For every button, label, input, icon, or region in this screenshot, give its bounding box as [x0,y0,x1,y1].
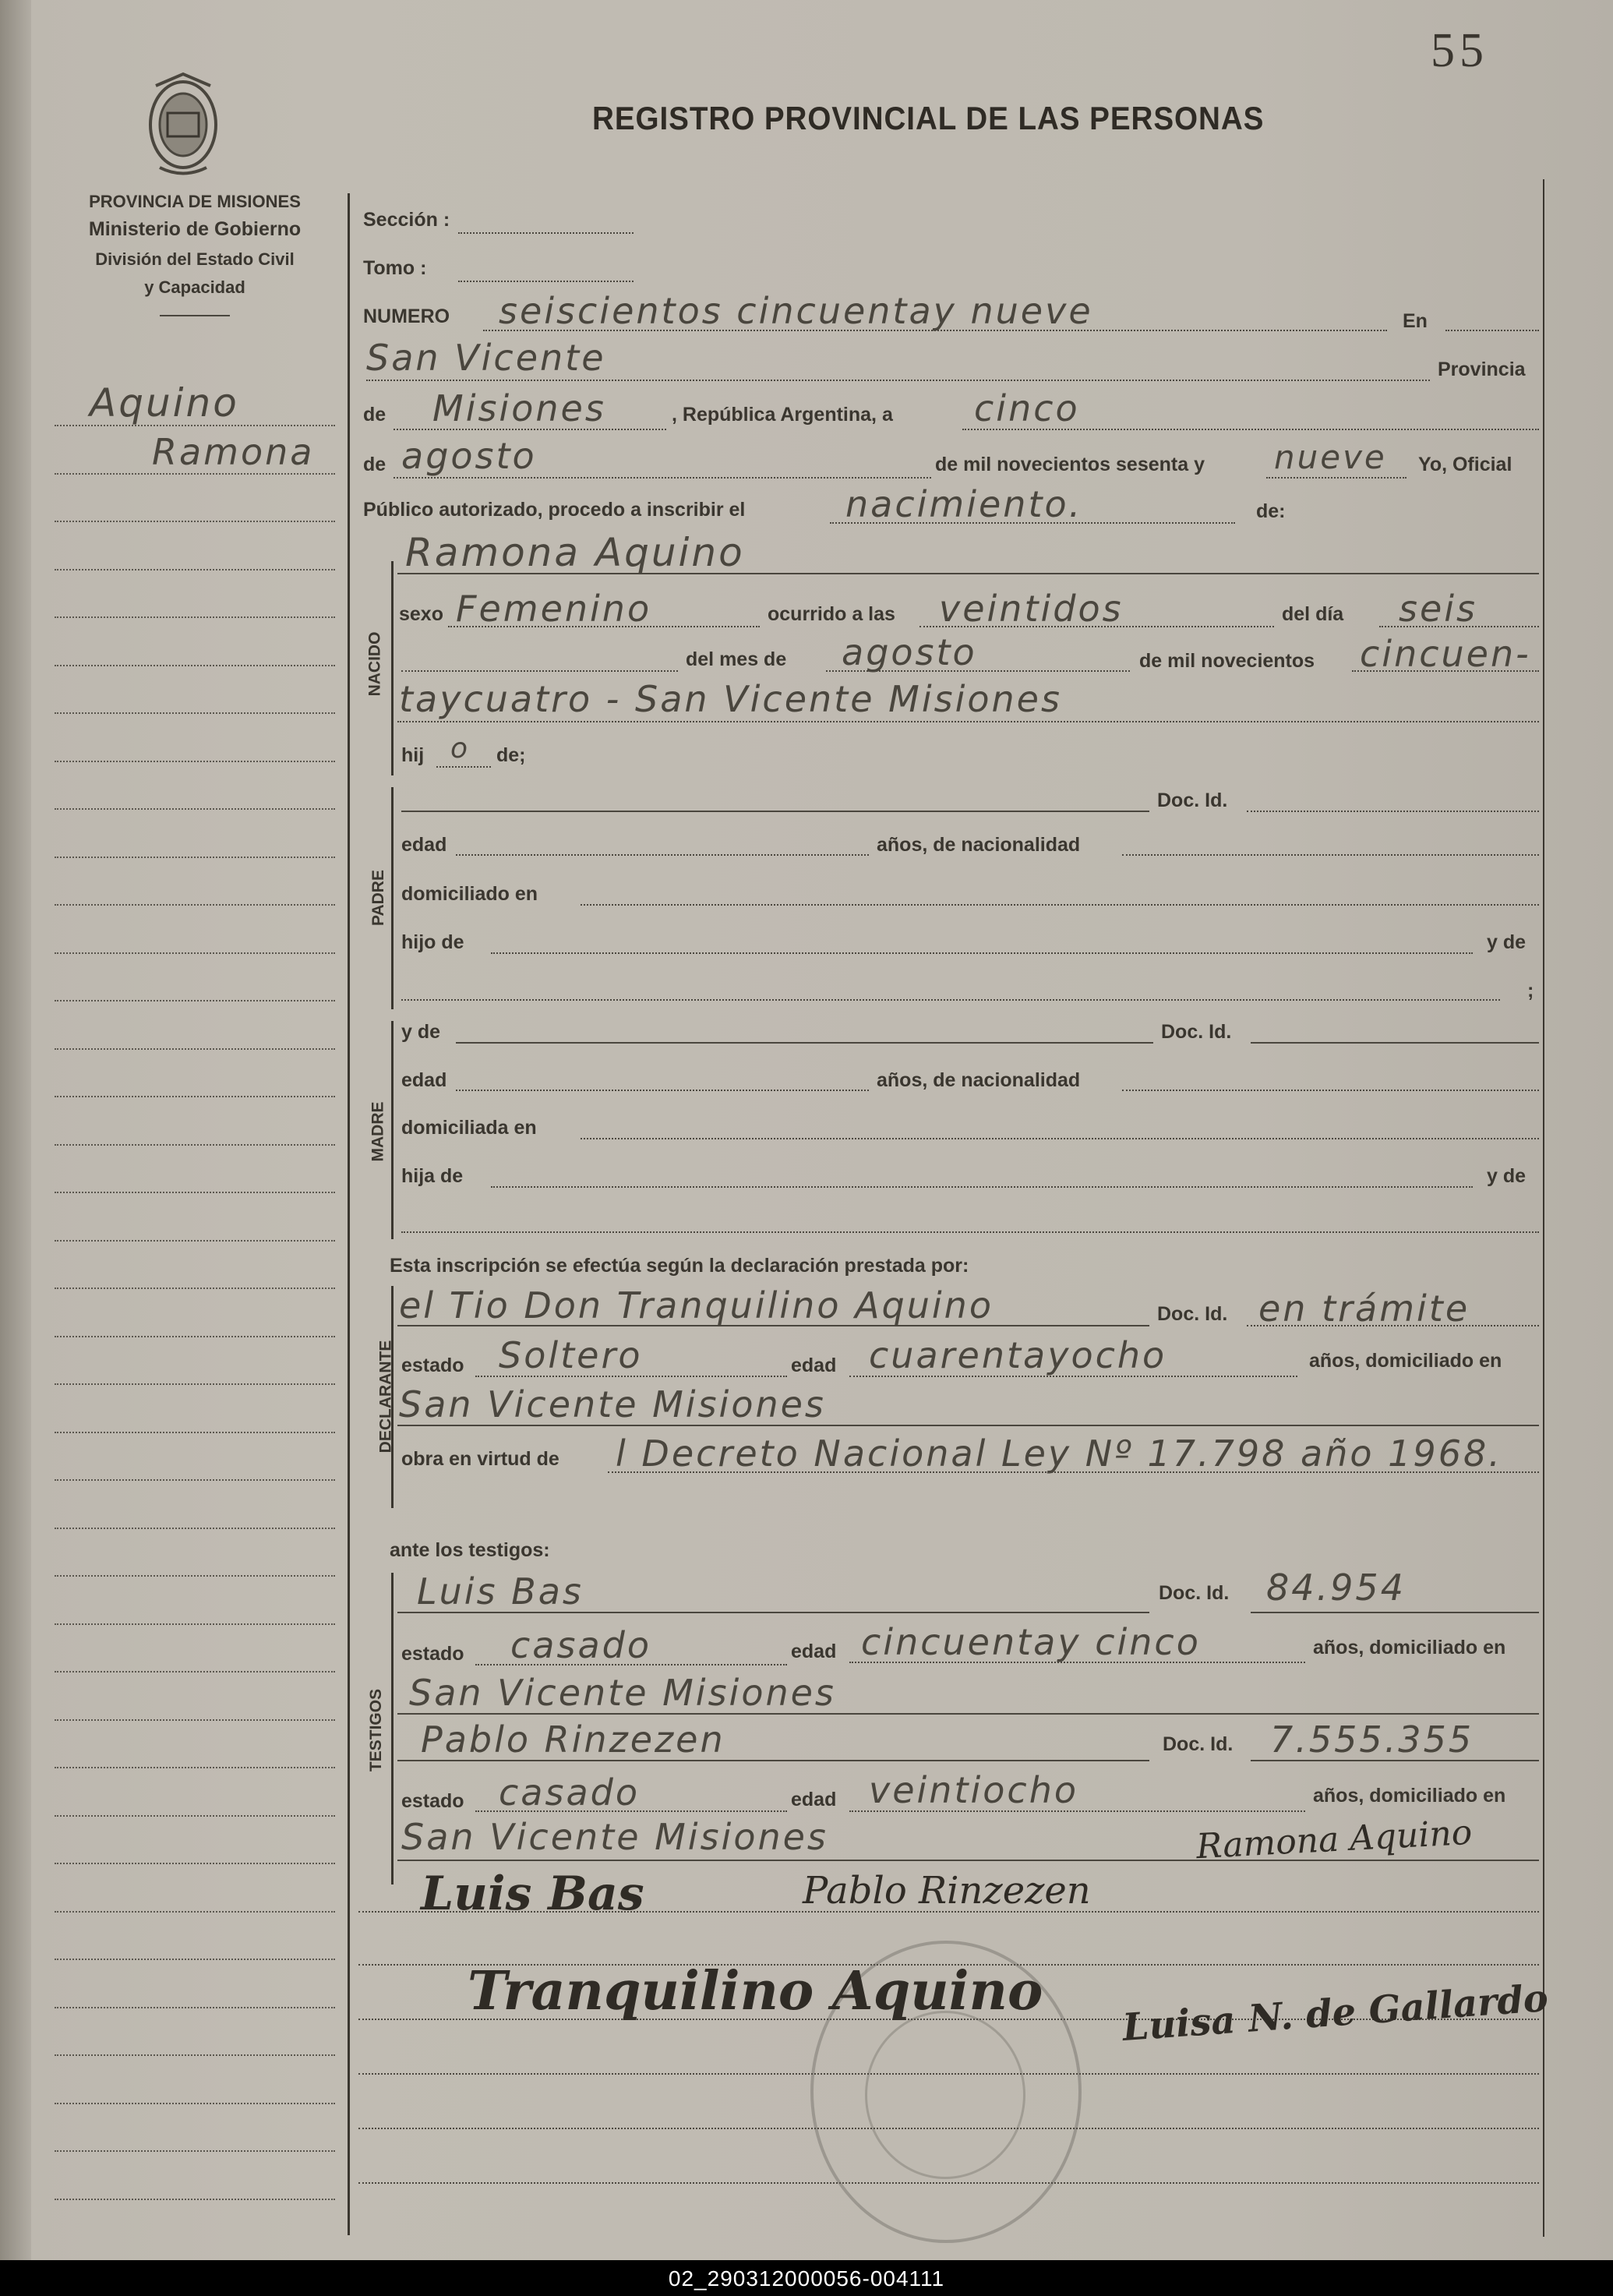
label-madre-nac: años, de nacionalidad [877,1069,1081,1091]
header-province: PROVINCIA DE MISIONES [89,192,301,211]
hw-anio: cincuen- [1360,633,1531,675]
hw-numero: seiscientos cincuentay nueve [499,290,1093,332]
label-padre-nac: años, de nacionalidad [877,834,1081,856]
field-madre-nac [1122,1090,1539,1091]
margin-ruled-line [55,1383,335,1385]
field-declarante-domicilio [397,1425,1539,1426]
field-madre-y-de [401,1231,1539,1233]
label-numero: NUMERO [363,306,450,327]
margin-ruled-line [55,665,335,666]
hw-declarante-estado: Soltero [499,1334,643,1376]
field-dia [1379,626,1539,627]
signature-ramona: Ramona Aquino [1195,1812,1474,1867]
margin-ruled-line [55,2199,335,2200]
signature-pablo: Pablo Rinzezen [803,1869,1091,1913]
header-division: División del Estado Civil [95,249,295,269]
field-anio-acta [1266,477,1407,479]
field-tomo [458,281,634,282]
field-madre-edad [456,1090,869,1091]
field-nombre [397,573,1539,574]
hw-testigo1: Luis Bas [417,1570,584,1612]
margin-ruled-line [55,1959,335,1960]
hw-acto: nacimiento. [845,483,1083,525]
label-hij: hij [401,744,425,766]
label-madre-domicilio: domiciliada en [401,1117,537,1139]
hw-declarante-doc: en trámite [1258,1288,1470,1330]
label-padre-y-de: y de [1487,931,1527,953]
label-madre-y-de2: y de [1487,1165,1527,1187]
field-provincia [394,429,666,430]
label-padre-doc: Doc. Id. [1157,789,1228,811]
hw-dia-acta: cinco [974,387,1080,429]
label-declarante-doc: Doc. Id. [1157,1303,1228,1325]
margin-ruled-line [55,1911,335,1913]
hw-testigo2-edad: veintiocho [869,1769,1079,1811]
margin-ruled-line [55,2054,335,2056]
left-frame-line [348,193,350,2235]
margin-ruled-line [55,473,335,475]
label-testigo2-edad: edad [791,1789,837,1810]
signature-tranquilino: Tranquilino Aquino [468,1960,1043,2022]
hw-declarante-edad: cuarentayocho [869,1334,1167,1376]
field-testigo1 [397,1612,1149,1613]
field-padre-nombre [401,811,1149,812]
field-testigo1-edad [849,1662,1305,1663]
label-testigo2-anos: años, domiciliado en [1313,1785,1506,1807]
binding-edge [0,0,31,2260]
field-testigo1-doc [1251,1612,1539,1613]
coat-of-arms-icon [140,70,226,179]
hw-hora: veintidos [939,588,1124,630]
margin-ruled-line [55,1767,335,1768]
margin-ruled-line [55,1192,335,1193]
label-seccion: Sección : [363,209,450,231]
label-ocurrido: ocurrido a las [768,603,895,625]
field-seccion [458,232,634,234]
field-anio [1352,670,1539,672]
label-provincia: Provincia [1438,359,1526,380]
field-padre-nac [1122,854,1539,856]
margin-ruled-line [55,2103,335,2104]
field-testigo2-edad [849,1810,1305,1812]
field-padre-y-de [401,999,1500,1001]
label-hijo-de: hijo de [401,931,464,953]
hw-testigo1-domicilio: San Vicente Misiones [409,1672,836,1714]
nacido-bracket [391,561,394,775]
header-capacity: y Capacidad [144,277,245,297]
field-anio-lugar [397,721,1539,722]
margin-ruled-line [55,1240,335,1242]
field-mes-acta [394,477,931,479]
page-number: 55 [1431,24,1488,77]
margin-ruled-line [55,1719,335,1721]
hw-testigo1-doc: 84.954 [1266,1567,1406,1609]
hw-hij-letra: o [450,733,471,765]
hw-testigo2-doc: 7.555.355 [1270,1718,1474,1761]
label-esta-inscripcion: Esta inscripción se efectúa según la declaración prestada por: [390,1255,969,1277]
field-declarante-edad [849,1376,1297,1377]
hw-mes-acta: agosto [401,435,537,477]
side-label-nacido: NACIDO [365,631,384,697]
hw-declarante: el Tio Don Tranquilino Aquino [399,1284,994,1326]
margin-ruled-line [55,616,335,618]
footer-bar [0,2260,1613,2296]
margin-ruled-line [55,1048,335,1050]
hw-anio-lugar: taycuatro - San Vicente Misiones [399,678,1062,720]
field-mes [826,670,1130,672]
field-madre-domicilio [581,1138,1539,1139]
hw-dia: seis [1399,588,1478,630]
field-padre-edad [456,854,869,856]
margin-ruled-line [55,1432,335,1433]
side-label-madre: MADRE [369,1101,387,1162]
hw-mes: agosto [842,631,977,673]
padre-bracket [391,787,394,1009]
label-declarante-anos: años, domiciliado en [1309,1350,1502,1372]
label-madre-edad: edad [401,1069,447,1091]
field-padre-doc [1247,811,1539,812]
margin-ruled-line [55,1096,335,1097]
label-madre-y-de: y de [401,1021,441,1043]
margin-ruled-line [55,857,335,858]
margin-ruled-line [55,521,335,522]
label-testigo2-doc: Doc. Id. [1163,1733,1234,1755]
signature-oficial: Luisa N. de Gallardo [1121,1976,1550,2051]
margin-ruled-line [55,904,335,906]
field-en [1445,330,1539,331]
footer-image-id: 02_290312000056-004111 [668,2266,945,2291]
margin-ruled-line [55,761,335,762]
field-testigo2-estado [475,1810,787,1812]
field-hija-de [491,1186,1473,1188]
label-semicolon: ; [1527,980,1534,1001]
margin-ruled-line [55,1528,335,1529]
margin-ruled-line [55,1575,335,1577]
label-republica: , República Argentina, a [672,404,893,426]
field-madre-doc [1251,1042,1539,1044]
field-testigo1-estado [475,1664,787,1665]
field-padre-domicilio [581,904,1539,906]
field-madre-nombre [456,1042,1153,1044]
margin-ruled-line [55,2150,335,2152]
field-dia-acta [962,429,1539,430]
label-padre-edad: edad [401,834,447,856]
document-title: REGISTRO PROVINCIAL DE LAS PERSONAS [592,100,1265,136]
hw-declarante-domicilio: San Vicente Misiones [399,1383,826,1425]
label-mil-nov: de mil novecientos [1139,650,1315,672]
label-madre-doc: Doc. Id. [1161,1021,1232,1043]
field-declarante [397,1325,1149,1326]
label-testigo1-estado: estado [401,1643,464,1665]
field-declarante-doc [1247,1325,1539,1326]
testigos-bracket [391,1573,394,1884]
label-testigo1-doc: Doc. Id. [1159,1582,1230,1604]
label-de2: de [363,454,386,475]
label-obra: obra en virtud de [401,1448,559,1470]
margin-given-name: Ramona [152,431,315,473]
margin-ruled-line [55,2007,335,2008]
margin-ruled-line [55,712,335,714]
field-testigo1-domicilio [397,1713,1539,1715]
label-hija-de: hija de [401,1165,464,1187]
margin-ruled-line [55,1144,335,1146]
label-del-dia: del día [1282,603,1344,625]
hw-testigo1-edad: cincuentay cinco [861,1621,1201,1663]
field-testigo2-doc [1251,1760,1539,1761]
label-yo-oficial: Yo, Oficial [1418,454,1512,475]
madre-bracket [391,1021,394,1239]
label-testigo2-estado: estado [401,1790,464,1812]
header-ministry: Ministerio de Gobierno [88,218,302,240]
field-testigo2 [397,1760,1149,1761]
header-rule [160,315,230,316]
label-mil-sesenta: de mil novecientos sesenta y [935,454,1205,475]
side-label-testigos: TESTIGOS [367,1688,386,1772]
hw-testigo2-estado: casado [499,1771,640,1814]
label-testigo1-anos: años, domiciliado en [1313,1637,1506,1658]
field-blank-nacido [401,670,678,672]
hw-provincia: Misiones [432,387,606,429]
hw-testigo2-domicilio: San Vicente Misiones [401,1816,828,1858]
field-numero [483,330,1387,331]
label-declarante-edad: edad [791,1355,837,1376]
label-padre-domicilio: domiciliado en [401,883,538,905]
label-declarante-estado: estado [401,1355,464,1376]
label-de-semi: de; [496,744,526,766]
field-obra [608,1471,1539,1473]
margin-ruled-line [55,1288,335,1289]
hw-anio-acta: nueve [1274,438,1387,476]
field-declarante-estado [475,1376,787,1377]
margin-ruled-line [55,1000,335,1001]
margin-ruled-line [55,1671,335,1673]
margin-ruled-line [55,1336,335,1337]
hw-obra: l Decreto Nacional Ley Nº 17.798 año 1968. [616,1432,1502,1475]
official-seal-inner [865,2011,1025,2179]
side-label-padre: PADRE [369,870,387,926]
field-hij [436,766,491,768]
hw-testigo2: Pablo Rinzezen [421,1718,725,1761]
field-hijo-de [491,952,1473,954]
hw-nombre: Ramona Aquino [405,530,745,575]
hw-testigo1-estado: casado [510,1624,651,1666]
label-del-mes: del mes de [686,648,787,670]
label-publico: Público autorizado, procedo a inscribir el [363,499,746,521]
field-hora [919,626,1274,627]
hw-lugar: San Vicente [366,337,606,379]
margin-ruled-line [55,1815,335,1817]
label-de: de [363,404,386,426]
field-acto [830,522,1235,524]
field-sexo [448,626,760,627]
right-frame-line [1543,179,1544,2237]
margin-ruled-line [55,569,335,570]
label-tomo: Tomo : [363,257,427,279]
side-label-declarante: DECLARANTE [376,1340,395,1454]
margin-ruled-line [55,952,335,954]
label-en: En [1403,310,1428,332]
field-lugar [366,380,1430,381]
field-testigo2-domicilio [397,1860,1539,1861]
margin-ruled-line [55,808,335,810]
label-sexo: sexo [399,603,443,625]
margin-surname: Aquino [90,380,239,426]
margin-ruled-line [55,1479,335,1481]
label-ante-testigos: ante los testigos: [390,1539,550,1561]
hw-sexo: Femenino [456,588,652,630]
label-testigo1-edad: edad [791,1641,837,1662]
signature-luis: Luis Bas [421,1867,644,1921]
margin-ruled-line [55,1863,335,1864]
margin-ruled-line [55,1623,335,1625]
label-de-colon: de: [1256,500,1286,522]
